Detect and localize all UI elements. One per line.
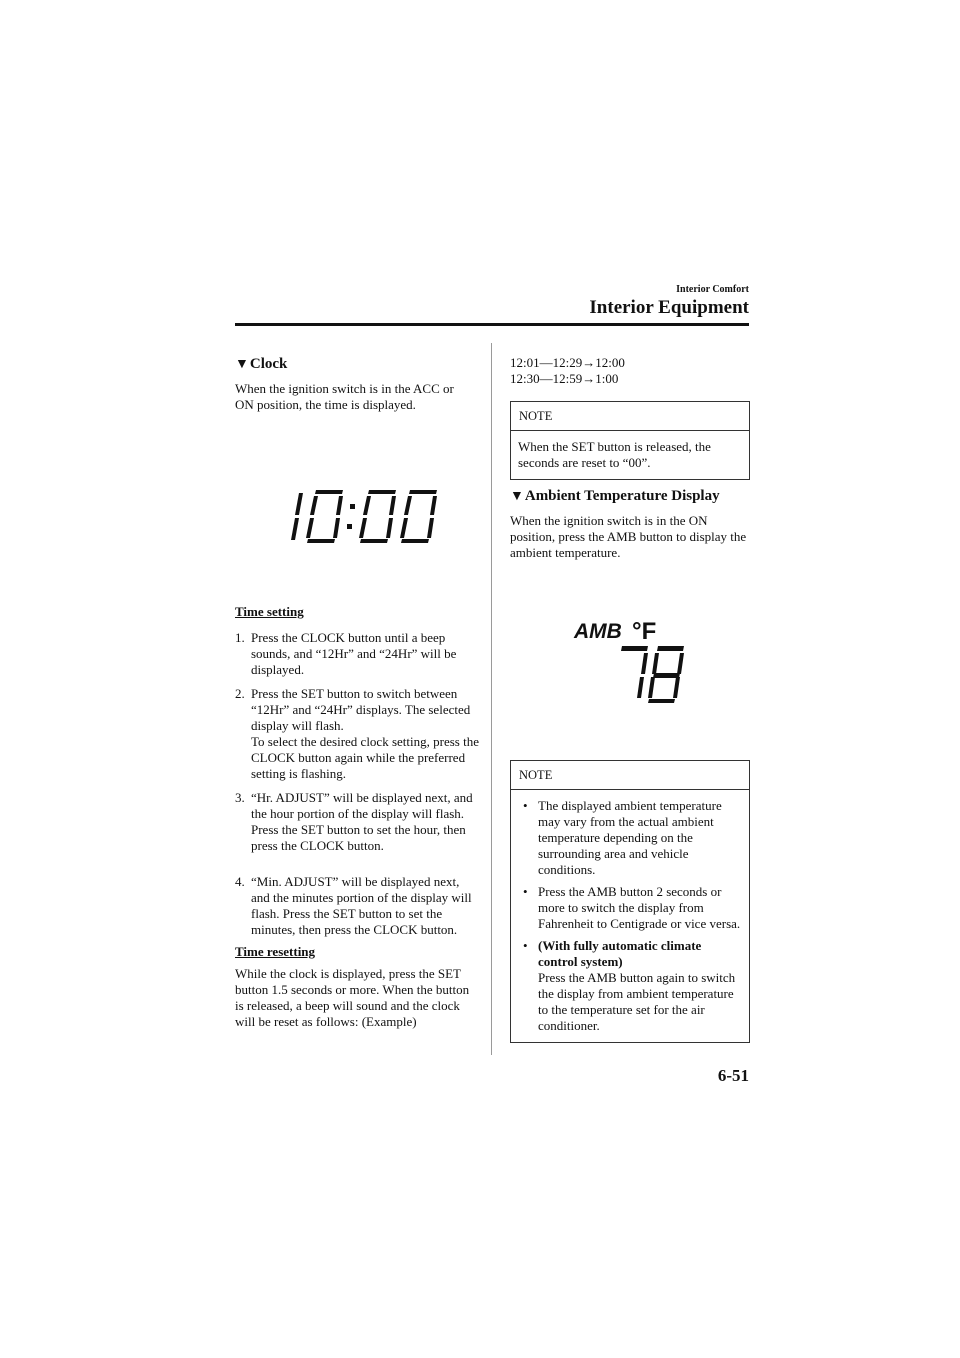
ambient-heading-text: Ambient Temperature Display	[524, 488, 720, 504]
bullet-bold-text: (With fully automatic climate control system)	[538, 938, 702, 969]
clock-heading-text: Clock	[249, 356, 288, 372]
ambient-temperature-display	[570, 608, 690, 704]
triangle-icon: ▼	[510, 489, 524, 504]
unit-label: °F	[632, 618, 657, 645]
ambient-heading	[510, 487, 720, 506]
bullet-icon: •	[523, 884, 528, 899]
list-number: 4.	[235, 874, 245, 889]
section-title: Interior Comfort	[676, 284, 749, 295]
clock-heading	[235, 355, 287, 374]
note-label: NOTE	[511, 761, 749, 790]
note-text: When the SET button is released, the seconds are reset to “00”.	[518, 439, 711, 470]
note-body	[511, 790, 749, 1042]
list-number: 1.	[235, 630, 245, 645]
list-item	[235, 874, 481, 938]
amb-label: AMB	[574, 620, 622, 643]
bullet-icon: •	[523, 798, 528, 813]
reset-example-1: 12:01―12:29→12:00	[510, 355, 625, 370]
reset-example-2: 12:30―12:59→1:00	[510, 371, 619, 386]
note-bullet	[518, 938, 741, 1034]
time-setting-title: Time setting	[235, 604, 304, 619]
triangle-icon: ▼	[235, 357, 249, 372]
list-number: 3.	[235, 790, 245, 805]
note-label: NOTE	[511, 402, 749, 431]
ambient-intro: When the ignition switch is in the ON position, press the AMB button to display the ambient temperature.	[510, 513, 747, 560]
time-resetting-title: Time resetting	[235, 944, 316, 959]
page-number: 6-51	[717, 1066, 749, 1085]
ambient-display-illustration	[570, 608, 690, 704]
column-divider	[491, 343, 492, 1055]
list-item	[235, 790, 481, 854]
time-resetting-text: While the clock is displayed, press the SET button 1.5 seconds or more. When the button is released, a beep will sound and the clock will be reset as follows: (Example)	[235, 966, 470, 1029]
note-bullet	[518, 884, 741, 932]
bullet-text: The displayed ambient temperature may vary from the actual ambient temperature depending on the surrounding area and vehicle conditions.	[538, 798, 722, 877]
clock-display-illustration	[288, 488, 438, 544]
bullet-text: Press the AMB button again to switch the display from ambient temperature to the temperature set for the air conditioner.	[538, 970, 736, 1033]
bullet-text: Press the AMB button 2 seconds or more to switch the display from Fahrenheit to Centigrade or vice versa.	[538, 884, 741, 931]
list-text: Press the CLOCK button until a beep sounds, and “12Hr” and “24Hr” will be displayed.	[251, 630, 457, 677]
note-bullet	[518, 798, 741, 878]
list-text: “Hr. ADJUST” will be displayed next, and the hour portion of the display will flash. Press the SET button to set the hour, then press the CLOCK button.	[251, 790, 473, 853]
header-rule	[235, 323, 749, 326]
list-text: “Min. ADJUST” will be displayed next, and the minutes portion of the display will flash. Press the SET button to set the minutes, then press the CLOCK button.	[251, 874, 472, 937]
list-text: Press the SET button to switch between “12Hr” and “24Hr” displays. The selected display will flash.	[251, 686, 471, 733]
seven-segment-clock	[288, 488, 438, 544]
clock-intro: When the ignition switch is in the ACC or ON position, the time is displayed.	[235, 381, 454, 412]
note-box	[510, 760, 750, 1043]
note-box	[510, 401, 750, 480]
chapter-title: Interior Equipment	[589, 297, 749, 318]
list-text-extra: To select the desired clock setting, press the CLOCK button again while the preferred setting is flashing.	[251, 734, 479, 781]
list-item	[235, 686, 481, 782]
list-item	[235, 630, 481, 678]
bullet-icon: •	[523, 938, 528, 953]
list-number: 2.	[235, 686, 245, 701]
